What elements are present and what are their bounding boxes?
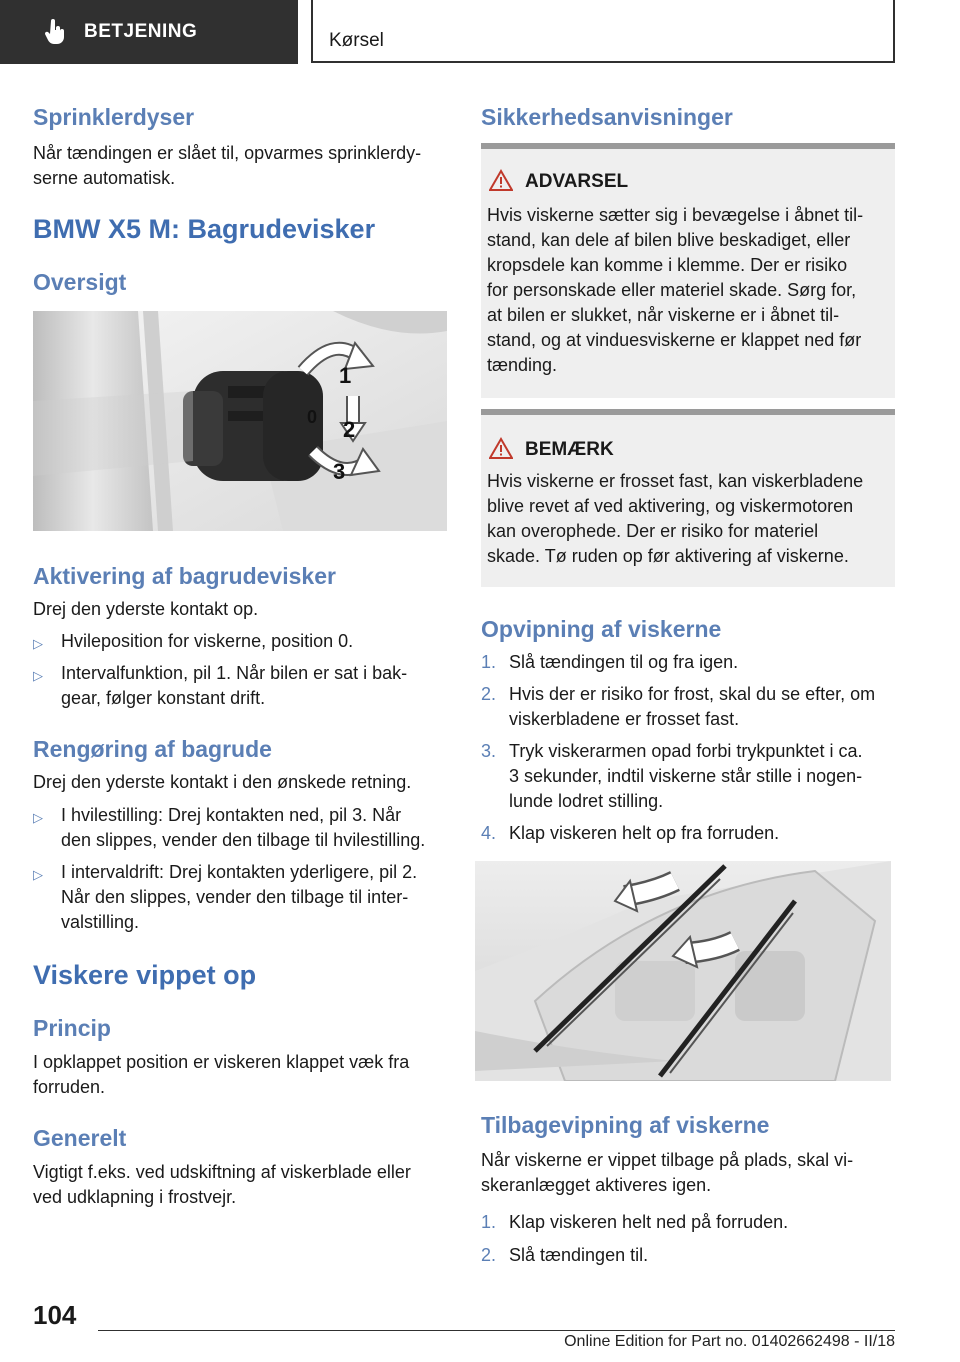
list-item: 1. Slå tændingen til og fra igen. [481, 652, 739, 672]
triangle-bullet-icon: ▷ [33, 810, 43, 825]
flip-back-heading: Tilbagevipning af viskerne [481, 1112, 770, 1138]
warning-title: ADVARSEL [525, 171, 629, 192]
figure-label-0: 0 [307, 407, 318, 427]
sprinkler-heading: Sprinklerdyser [33, 104, 195, 130]
notice-text-line: Hvis viskerne er frosset fast, kan viskerbladene [487, 471, 864, 491]
figure-label-3: 3 [333, 459, 346, 484]
general-text-line: Vigtigt f.eks. ved udskiftning af viskerblade eller [33, 1162, 411, 1182]
list-item: ▷ Hvileposition for viskerne, position 0. [33, 629, 447, 654]
list-item: 2. Hvis der er risiko for frost, skal du se efter, om viskerbladene er frosset fast. [481, 684, 876, 729]
warning-text-line: for personskade eller materiel skade. Sørg for, [487, 280, 857, 300]
cleaning-heading: Rengøring af bagrude [33, 736, 272, 762]
notice-text-line: kan overophede. Der er risiko for materiel [487, 521, 819, 541]
warning-box [481, 143, 895, 398]
rear-wiper-stalk-figure [33, 311, 447, 531]
triangle-bullet-icon: ▷ [33, 636, 43, 651]
activation-text: Drej den yderste kontakt op. [33, 599, 259, 619]
activation-heading: Aktivering af bagrudevisker [33, 563, 336, 589]
flipped-heading: Viskere vippet op [33, 960, 257, 990]
page-number: 104 [33, 1300, 77, 1330]
notice-text-line: skade. Tø ruden op før aktivering af viskerne. [487, 546, 849, 566]
notice-title: BEMÆRK [525, 439, 614, 460]
cleaning-text: Drej den yderste kontakt i den ønskede retning. [33, 772, 412, 792]
principle-text-line: I opklappet position er viskeren klappet væk fra [33, 1052, 410, 1072]
figure-label-1: 1 [339, 363, 352, 388]
wiper-stalk-illustration [33, 311, 447, 531]
warning-text-line: Hvis viskerne sætter sig i bevægelse i åbnet til- [487, 205, 864, 225]
figure-label-2: 2 [343, 417, 356, 442]
notice-box [481, 409, 895, 587]
warning-text-line: stand, kan dele af bilen blive beskadiget, eller [487, 230, 851, 250]
flip-up-heading: Opvipning af viskerne [481, 616, 722, 642]
notice-text-line: blive revet af ved aktivering, og viskermotoren [487, 496, 854, 516]
triangle-bullet-icon: ▷ [33, 867, 43, 882]
sprinkler-text-line: Når tændingen er slået til, opvarmes sprinklerdy- [33, 143, 422, 163]
chapter-tab[interactable] [0, 0, 298, 64]
flip-back-text-line: skeranlægget aktiveres igen. [481, 1175, 712, 1195]
principle-heading: Princip [33, 1015, 111, 1041]
section-title: Kørsel [329, 30, 384, 51]
general-text-line: ved udklapning i frostvejr. [33, 1187, 237, 1207]
chapter-tab-label: BETJENING [84, 21, 198, 42]
safety-heading: Sikkerhedsanvisninger [481, 104, 733, 130]
flip-back-text-line: Når viskerne er vippet tilbage på plads, skal vi- [481, 1150, 854, 1170]
sprinkler-text-line: serne automatisk. [33, 168, 176, 188]
list-item: 2. Slå tændingen til. [481, 1245, 649, 1265]
list-item: ▷ I intervaldrift: Drej kontakten yderligere, pil 2. Når den slippes, vender den tilbage til inter- valstilling. [33, 862, 418, 932]
list-item: 1. Klap viskeren helt ned på forruden. [481, 1212, 789, 1232]
warning-text-line: at bilen er slukket, når viskerne er i åbnet til- [487, 305, 840, 325]
edition-text: Online Edition for Part no. 01402662498 - II/18 [564, 1333, 895, 1350]
principle-text-line: forruden. [33, 1077, 106, 1097]
list-item: 3. Tryk viskerarmen opad forbi trykpunktet i ca. 3 sekunder, indtil viskerne står stille i nogen- lunde lodret stilling. [481, 741, 863, 811]
warning-text-line: kropsdele kan komme i klemme. Der er risiko [487, 255, 848, 275]
warning-triangle-icon [489, 169, 513, 191]
rear-wiper-heading: BMW X5 M: Bagrudevisker [33, 214, 376, 244]
list-item: 4. Klap viskeren helt op fra forruden. [481, 823, 780, 843]
wipers-flipped-up-figure [475, 861, 891, 1081]
notice-triangle-icon [489, 437, 513, 459]
list-item: ▷ I hvilestilling: Drej kontakten ned, pil 3. Når den slippes, vender den tilbage til hvilestilling. [33, 805, 426, 850]
hand-pointer-icon [44, 19, 66, 45]
section-header [311, 0, 895, 63]
warning-text-line: stand, og at vinduesviskerne er klappet ned før [487, 330, 862, 350]
windshield-wiper-illustration [475, 861, 891, 1081]
triangle-bullet-icon: ▷ [33, 668, 43, 683]
overview-heading: Oversigt [33, 269, 127, 295]
list-item: ▷ Intervalfunktion, pil 1. Når bilen er sat i bak- gear, følger konstant drift. [33, 663, 408, 708]
general-heading: Generelt [33, 1125, 127, 1151]
warning-text-line: tænding. [487, 355, 558, 375]
footer-divider [98, 1330, 895, 1331]
